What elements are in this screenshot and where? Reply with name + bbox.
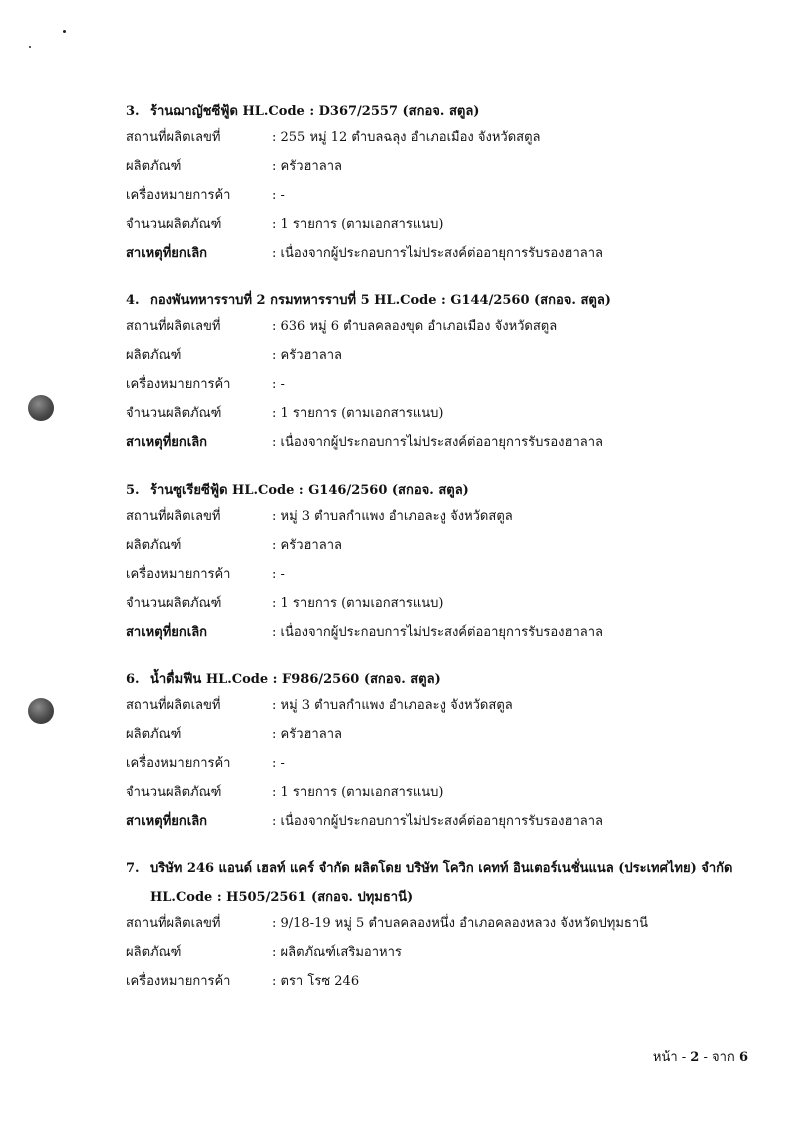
entry-6 [126,669,766,836]
footer-page: 2 [690,1050,700,1065]
trademark-label: เครื่องหมายการค้า [126,567,231,582]
product-value: : ครัวฮาลาล [272,159,342,174]
trademark-row [126,967,766,996]
entry-heading [126,480,766,502]
punch-hole-top [28,395,54,421]
product-row [126,720,766,749]
trademark-value: : ตรา โรซ 246 [272,974,360,989]
trademark-value: : - [272,567,285,582]
entry-number: 5. [126,483,140,498]
product-value: : ผลิตภัณฑ์เสริมอาหาร [272,945,402,960]
reason-label: สาเหตุที่ยกเลิก [126,246,208,261]
entry-title: บริษัท 246 แอนด์ เฮลท์ แคร์ จำกัด ผลิตโดย บริษัท โควิก เคทท์ อินเตอร์เนชั่นแนล (ประเทศไทย) จำกัด [150,861,733,876]
reason-row [126,618,766,647]
reason-value: : เนื่องจากผู้ประกอบการไม่ประสงค์ต่ออายุการรับรองฮาลาล [272,246,603,261]
count-value: : 1 รายการ (ตามเอกสารแนบ) [272,217,444,232]
product-row [126,152,766,181]
product-label: ผลิตภัณฑ์ [126,727,182,742]
trademark-label: เครื่องหมายการค้า [126,188,231,203]
trademark-value: : - [272,188,285,203]
trademark-row [126,749,766,778]
trademark-label: เครื่องหมายการค้า [126,377,231,392]
entry-number: 7. [126,861,140,876]
trademark-row [126,560,766,589]
product-label: ผลิตภัณฑ์ [126,159,182,174]
trademark-label: เครื่องหมายการค้า [126,974,231,989]
entry-title: ร้านฌาญัชซีฟู้ด HL.Code : D367/2557 (สกอจ. สตูล) [150,104,480,119]
entry-4 [126,290,766,457]
entry-heading [126,290,766,312]
product-value: : ครัวฮาลาล [272,348,342,363]
product-row [126,341,766,370]
reason-label: สาเหตุที่ยกเลิก [126,625,208,640]
reason-row [126,428,766,457]
entry-number: 3. [126,104,140,119]
place-row [126,909,766,938]
product-label: ผลิตภัณฑ์ [126,348,182,363]
trademark-row [126,370,766,399]
count-label: จำนวนผลิตภัณฑ์ [126,596,222,611]
place-value: : หมู่ 3 ตำบลกำแพง อำเภอละงู จังหวัดสตูล [272,698,513,713]
place-value: : หมู่ 3 ตำบลกำแพง อำเภอละงู จังหวัดสตูล [272,509,513,524]
count-label: จำนวนผลิตภัณฑ์ [126,217,222,232]
footer-total: 6 [738,1050,748,1065]
reason-value: : เนื่องจากผู้ประกอบการไม่ประสงค์ต่ออายุการรับรองฮาลาล [272,814,603,829]
footer-prefix: หน้า - [652,1050,687,1065]
count-label: จำนวนผลิตภัณฑ์ [126,785,222,800]
count-row [126,778,766,807]
count-value: : 1 รายการ (ตามเอกสารแนบ) [272,406,444,421]
page-number-footer [653,1046,748,1067]
count-row [126,589,766,618]
product-label: ผลิตภัณฑ์ [126,538,182,553]
product-value: : ครัวฮาลาล [272,727,342,742]
place-label: สถานที่ผลิตเลขที่ [126,509,221,524]
count-value: : 1 รายการ (ตามเอกสารแนบ) [272,596,444,611]
place-label: สถานที่ผลิตเลขที่ [126,130,221,145]
reason-label: สาเหตุที่ยกเลิก [126,814,208,829]
place-row [126,123,766,152]
place-value: : 636 หมู่ 6 ตำบลคลองขุด อำเภอเมือง จังหวัดสตูล [272,319,558,334]
place-label: สถานที่ผลิตเลขที่ [126,319,221,334]
entry-3 [126,101,766,268]
scan-speck [29,46,31,48]
place-value: : 255 หมู่ 12 ตำบลฉลุง อำเภอเมือง จังหวัดสตูล [272,130,541,145]
product-row [126,531,766,560]
entry-heading [126,669,766,691]
count-value: : 1 รายการ (ตามเอกสารแนบ) [272,785,444,800]
place-row [126,691,766,720]
reason-value: : เนื่องจากผู้ประกอบการไม่ประสงค์ต่ออายุการรับรองฮาลาล [272,625,603,640]
reason-row [126,239,766,268]
place-row [126,312,766,341]
entry-number: 4. [126,293,140,308]
entry-title: ร้านซูเรียซีฟู้ด HL.Code : G146/2560 (สกอจ. สตูล) [150,483,469,498]
product-value: : ครัวฮาลาล [272,538,342,553]
count-label: จำนวนผลิตภัณฑ์ [126,406,222,421]
place-row [126,502,766,531]
place-value: : 9/18-19 หมู่ 5 ตำบลคลองหนึ่ง อำเภอคลองหลวง จังหวัดปทุมธานี [272,916,649,931]
entry-code: HL.Code : H505/2561 (สกอจ. ปทุมธานี) [150,890,414,905]
entry-heading [126,858,766,880]
entry-number: 6. [126,672,140,687]
trademark-value: : - [272,756,285,771]
punch-hole-bottom [28,698,54,724]
product-label: ผลิตภัณฑ์ [126,945,182,960]
place-label: สถานที่ผลิตเลขที่ [126,698,221,713]
product-row [126,938,766,967]
footer-middle: - จาก [703,1050,735,1065]
place-label: สถานที่ผลิตเลขที่ [126,916,221,931]
entry-7 [126,858,766,996]
trademark-label: เครื่องหมายการค้า [126,756,231,771]
entry-heading [126,101,766,123]
trademark-value: : - [272,377,285,392]
entry-title: น้ำดื่มฟีน HL.Code : F986/2560 (สกอจ. สตูล) [150,672,441,687]
count-row [126,210,766,239]
reason-row [126,807,766,836]
reason-label: สาเหตุที่ยกเลิก [126,435,208,450]
scan-speck [63,30,66,33]
count-row [126,399,766,428]
trademark-row [126,181,766,210]
entry-title: กองพันทหารราบที่ 2 กรมทหารราบที่ 5 HL.Code : G144/2560 (สกอจ. สตูล) [150,293,611,308]
reason-value: : เนื่องจากผู้ประกอบการไม่ประสงค์ต่ออายุการรับรองฮาลาล [272,435,603,450]
entry-5 [126,480,766,647]
